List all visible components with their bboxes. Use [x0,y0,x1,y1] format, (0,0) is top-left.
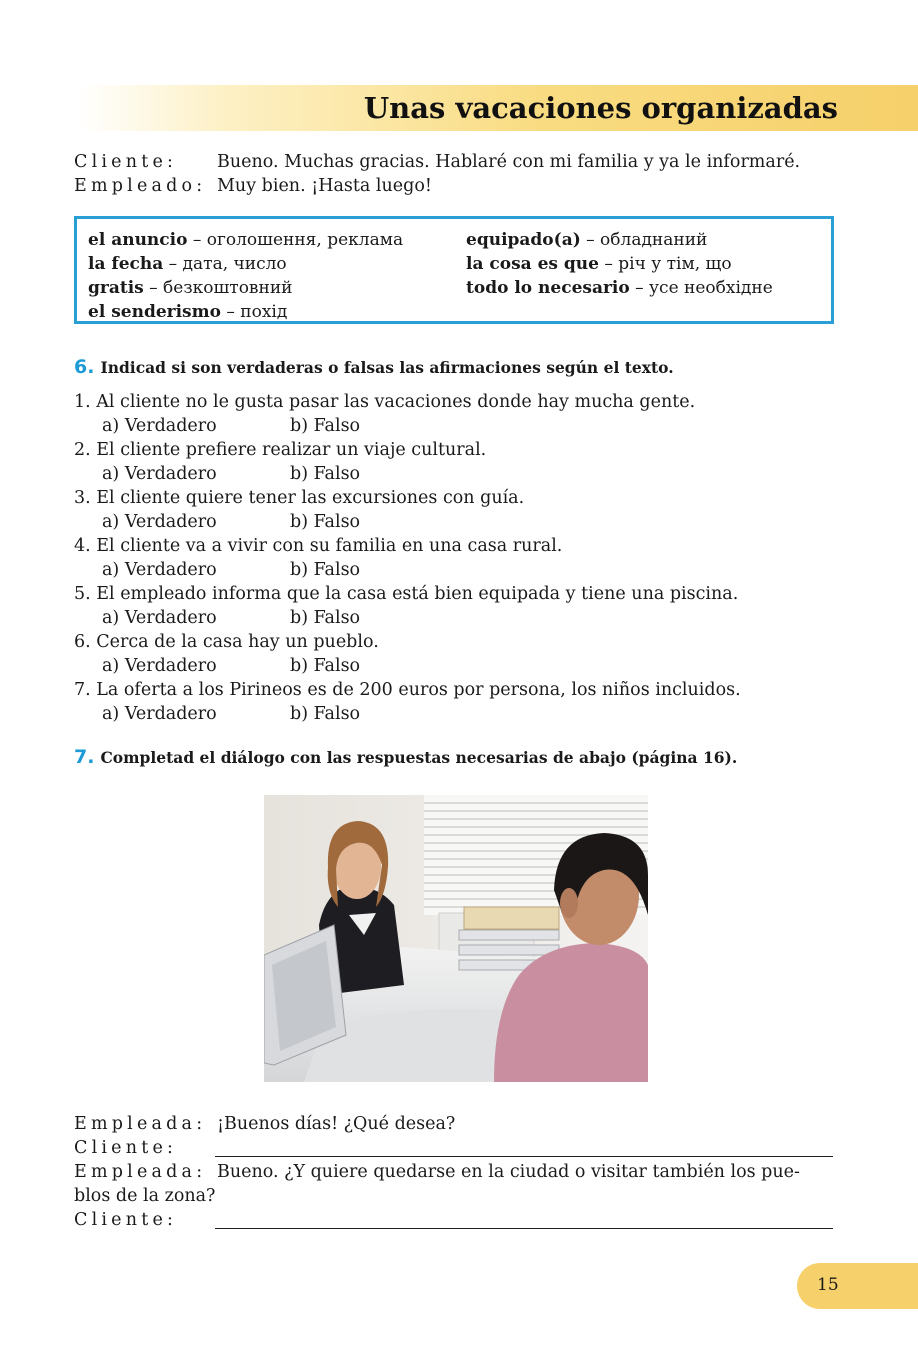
vocab-entry [88,228,403,252]
task-number: 7. [74,746,95,768]
dialog-text: ¡Buenos días! ¿Qué desea? [217,1114,456,1134]
vocab-translation: – оголошення, реклама [187,230,404,250]
option-false: b) Falso [290,560,361,580]
question-stem: 5. El empleado informa que la casa está bien equipada y tiene una piscina. [74,584,739,604]
vocab-translation: – обладнаний [580,230,708,250]
option-false: b) Falso [290,464,361,484]
page-number-tab [797,1263,918,1309]
question-stem: 4. El cliente va a vivir con su familia en una casa rural. [74,536,563,556]
vocab-term: gratis [88,278,144,298]
task-number: 6. [74,356,95,378]
vocab-term: la fecha [88,254,164,274]
task-instruction: Completad el diálogo con las respuestas necesarias de abajo (página 16). [100,748,738,767]
option-true: a) Verdadero [102,416,217,436]
vocab-entry [466,276,773,300]
task-7-heading [74,746,737,768]
option-false: b) Falso [290,416,361,436]
office-scene-illustration [264,795,648,1082]
option-true: a) Verdadero [102,464,217,484]
vocab-translation: – дата, число [163,254,287,274]
speaker-label: Empleado: [74,176,207,196]
vocab-term: la cosa es que [466,254,599,274]
vocabulary-box [74,216,834,324]
speaker-label: Cliente: [74,1138,178,1158]
question-stem: 1. Al cliente no le gusta pasar las vacaciones donde hay mucha gente. [74,392,696,412]
option-true: a) Verdadero [102,512,217,532]
vocab-term: equipado(a) [466,230,581,250]
vocab-entry [88,276,403,300]
question-stem: 3. El cliente quiere tener las excursiones con guía. [74,488,525,508]
vocab-translation: – усе необхідне [629,278,773,298]
option-true: a) Verdadero [102,656,217,676]
question-stem: 7. La oferta a los Pirineos es de 200 euros por persona, los niños incluidos. [74,680,741,700]
option-true: a) Verdadero [102,560,217,580]
option-false: b) Falso [290,704,361,724]
dialog-text-continuation: blos de la zona? [74,1186,216,1206]
vocab-translation: – безкоштовний [143,278,293,298]
answer-blank[interactable] [215,1228,833,1229]
option-true: a) Verdadero [102,608,217,628]
vocab-translation: – похід [220,302,288,322]
dialog-text: Bueno. Muchas gracias. Hablaré con mi familia y ya le informaré. [217,152,801,172]
speaker-label: Empleada: [74,1114,207,1134]
office-photo [264,795,648,1082]
vocab-term: todo lo necesario [466,278,630,298]
task-6-heading [74,356,674,378]
vocab-column-left [88,228,403,324]
option-true: a) Verdadero [102,704,217,724]
vocab-column-right [466,228,773,300]
dialog-text: Muy bien. ¡Hasta luego! [217,176,432,196]
vocab-term: el senderismo [88,302,221,322]
task-instruction: Indicad si son verdaderas o falsas las afirmaciones según el texto. [100,358,674,377]
question-stem: 2. El cliente prefiere realizar un viaje cultural. [74,440,487,460]
page-number: 15 [817,1275,839,1295]
vocab-entry [466,252,773,276]
vocab-entry [466,228,773,252]
title-band [78,85,918,131]
speaker-label: Cliente: [74,152,178,172]
vocab-entry [88,300,403,324]
answer-blank[interactable] [215,1156,833,1157]
option-false: b) Falso [290,656,361,676]
vocab-translation: – річ у тім, що [598,254,732,274]
option-false: b) Falso [290,512,361,532]
dialog-text: Bueno. ¿Y quiere quedarse en la ciudad o visitar también los pue- [217,1162,800,1182]
speaker-label: Empleada: [74,1162,207,1182]
option-false: b) Falso [290,608,361,628]
speaker-label: Cliente: [74,1210,178,1230]
vocab-entry [88,252,403,276]
question-stem: 6. Cerca de la casa hay un pueblo. [74,632,379,652]
vocab-term: el anuncio [88,230,188,250]
page-title: Unas vacaciones organizadas [363,91,838,125]
